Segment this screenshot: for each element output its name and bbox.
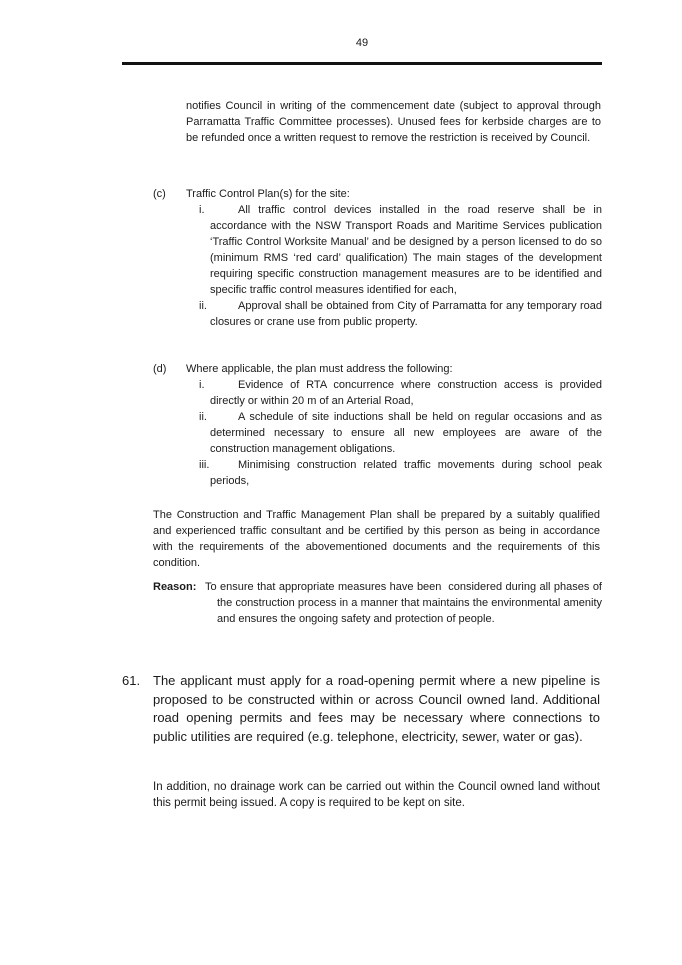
clause-d [153, 361, 602, 489]
header-rule [122, 62, 602, 65]
reason-label: Reason: [153, 581, 197, 593]
clause-d-item-ii [199, 409, 602, 457]
clause-d-item-i [199, 377, 602, 409]
clause-d-item-iii-number: iii. [199, 459, 210, 471]
closing-paragraph: The Construction and Traffic Management Plan shall be prepared by a suitably qualified and experienced traffic consultant and be certified by this person as being in accordance with the requirements of the abovementioned documents and the requirements of this condition. [153, 509, 600, 569]
page-number: 49 [355, 37, 369, 49]
condition-61-paragraph-1: The applicant must apply for a road-opening permit where a new pipeline is proposed to be constructed within or across Council owned land. Additional road opening permits and fees may be necessary where connections to public utilities are required (e.g. telephone, electricity, sewer, water or gas). [153, 673, 600, 744]
clause-d-item-ii-text: A schedule of site inductions shall be held on regular occasions and as determined necessary to ensure all new employees are aware of the construction management obligations. [210, 411, 602, 455]
clause-d-item-i-text: Evidence of RTA concurrence where construction access is provided directly or within 20 m of an Arterial Road, [210, 379, 602, 407]
clause-d-label: (d) [153, 363, 167, 375]
reason-block [153, 579, 602, 627]
clause-c-item-i-text: All traffic control devices installed in the road reserve shall be in accordance with the NSW Transport Roads and Maritime Services publication ‘Traffic Control Worksite Manual’ and be designed by a person licensed to do so (minimum RMS ‘red card’ qualification) The main stages of the development requiring specific construction management measures are to be identified and specific traffic control measures identified for each, [210, 204, 602, 296]
clause-d-item-iii [199, 457, 602, 489]
clause-d-heading: Where applicable, the plan must address the following: [186, 363, 453, 375]
clause-c-item-ii [199, 298, 602, 330]
clause-c-item-i [199, 202, 602, 298]
intro-paragraph: notifies Council in writing of the commencement date (subject to approval through Parramatta Traffic Committee processes). Unused fees for kerbside charges are to be refunded once a written request to remove the restriction is received by Council. [186, 100, 601, 144]
clause-c [153, 186, 602, 330]
clause-d-item-iii-text: Minimising construction related traffic movements during school peak periods, [210, 459, 602, 487]
condition-61 [122, 672, 600, 746]
condition-61-number: 61. [122, 673, 141, 688]
reason-text: To ensure that appropriate measures have been considered during all phases of the construction process in a manner that maintains the environmental amenity and ensures the ongoing safety and protection of people. [205, 581, 602, 625]
clause-d-item-i-number: i. [199, 379, 205, 391]
clause-d-item-ii-number: ii. [199, 411, 207, 423]
condition-61-paragraph-2: In addition, no drainage work can be carried out within the Council owned land without this permit being issued. A copy is required to be kept on site. [153, 781, 600, 809]
clause-c-label: (c) [153, 188, 166, 200]
clause-c-item-i-number: i. [199, 204, 205, 216]
clause-c-item-ii-number: ii. [199, 300, 207, 312]
clause-c-item-ii-text: Approval shall be obtained from City of Parramatta for any temporary road closures or crane use from public property. [210, 300, 602, 328]
clause-c-heading: Traffic Control Plan(s) for the site: [186, 188, 350, 200]
